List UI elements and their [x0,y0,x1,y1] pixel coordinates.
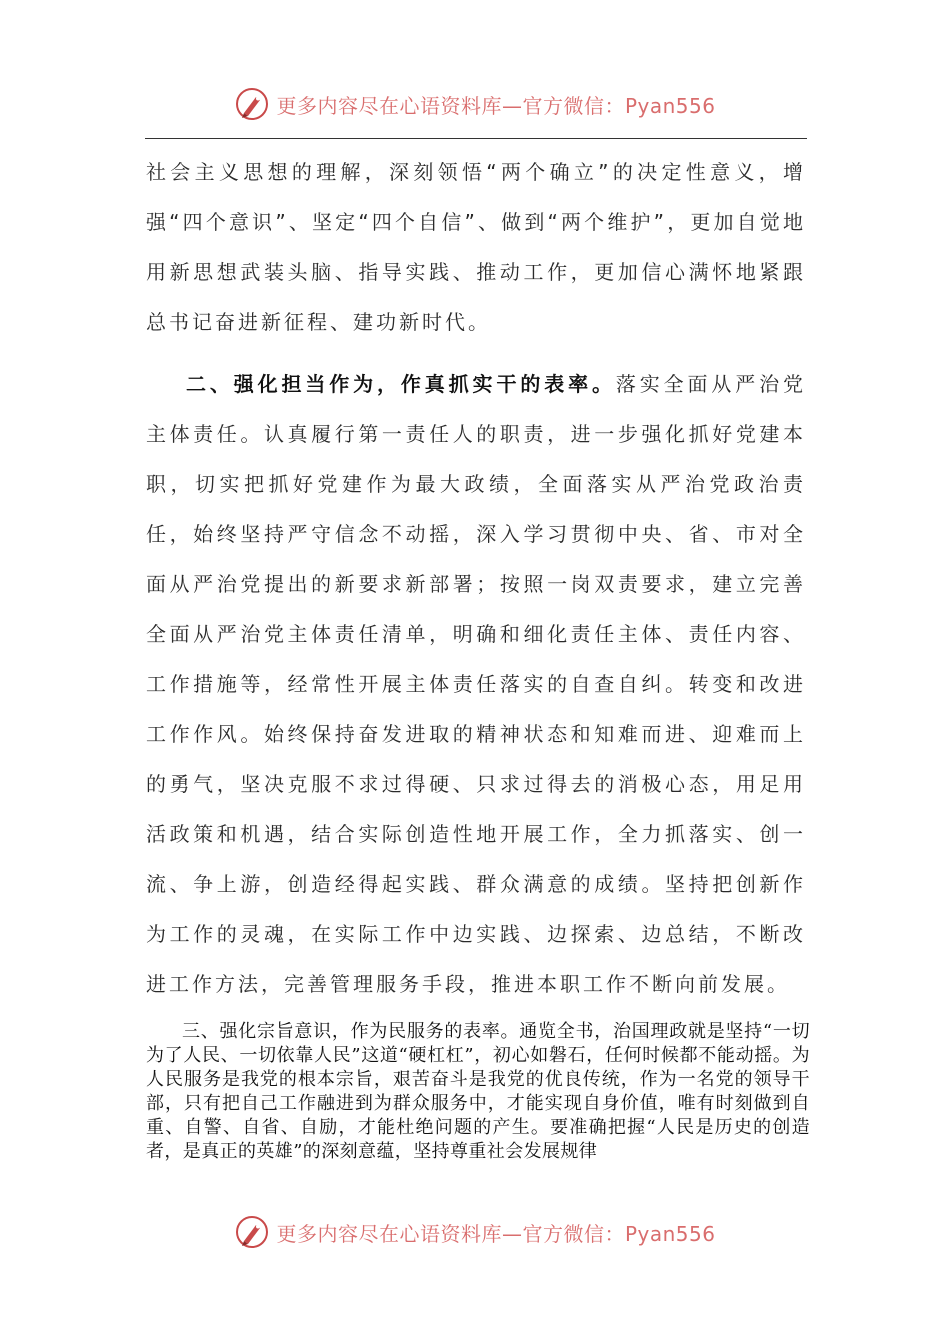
watermark-text: 更多内容尽在心语资料库—官方微信：Pyan556 [276,1221,716,1246]
paragraph-3: 三、强化宗旨意识，作为民服务的表率。通览全书，治国理政就是坚持“一切为了人民、一切依靠人民”这道“硬杠杠”，初心如磐石，任何时候都不能动摇。为人民服务是我党的根本宗旨，艰苦奋斗是我党的优良传统，作为一名党的领导干部，只有把自己工作融进到为群众服务中，才能实现自身价值，唯有时刻做到自重、自警、自省、自励，才能杜绝问题的产生。要准确把握“人民是历史的创造者，是真正的英雄”的深刻意蕴，坚持尊重社会发展规律 [146,1021,810,1162]
paragraph-1: 社会主义思想的理解，深刻领悟“两个确立”的决定性意义，增强“四个意识”、坚定“四个自信”、做到“两个维护”，更加自觉地用新思想武装头脑、指导实践、推动工作，更加信心满怀地紧跟总书记奋进新征程、建功新时代。 [146,160,806,334]
paragraph-2-body: 落实全面从严治党主体责任。认真履行第一责任人的职责，进一步强化抓好党建本职，切实把抓好党建作为最大政绩，全面落实从严治党政治责任，始终坚持严守信念不动摇，深入学习贯彻中央、省、市对全面从严治党提出的新要求新部署；按照一岗双责要求，建立完善全面从严治党主体责任清单，明确和细化责任主体、责任内容、工作措施等，经常性开展主体责任落实的自查自纠。转变和改进工作作风。始终保持奋发进取的精神状态和知难而进、迎难而上的勇气，坚决克服不求过得硬、只求过得去的消极心态，用足用活政策和机遇，结合实际创造性地开展工作，全力抓落实、创一流、争上游，创造经得起实践、群众满意的成绩。坚持把创新作为工作的灵魂，在实际工作中边实践、边探索、边总结，不断改进工作方法，完善管理服务手段，推进本职工作不断向前发展。 [146,372,807,996]
pen-logo-icon [234,86,270,122]
footer-watermark [0,1212,950,1252]
header-watermark [0,84,950,124]
paragraph-2 [146,359,806,1009]
header-rule [145,138,807,139]
section-heading-2: 二、强化担当作为，作真抓实干的表率。 [186,372,616,396]
pen-logo-icon [234,1214,270,1250]
watermark-text: 更多内容尽在心语资料库—官方微信：Pyan556 [276,93,716,118]
